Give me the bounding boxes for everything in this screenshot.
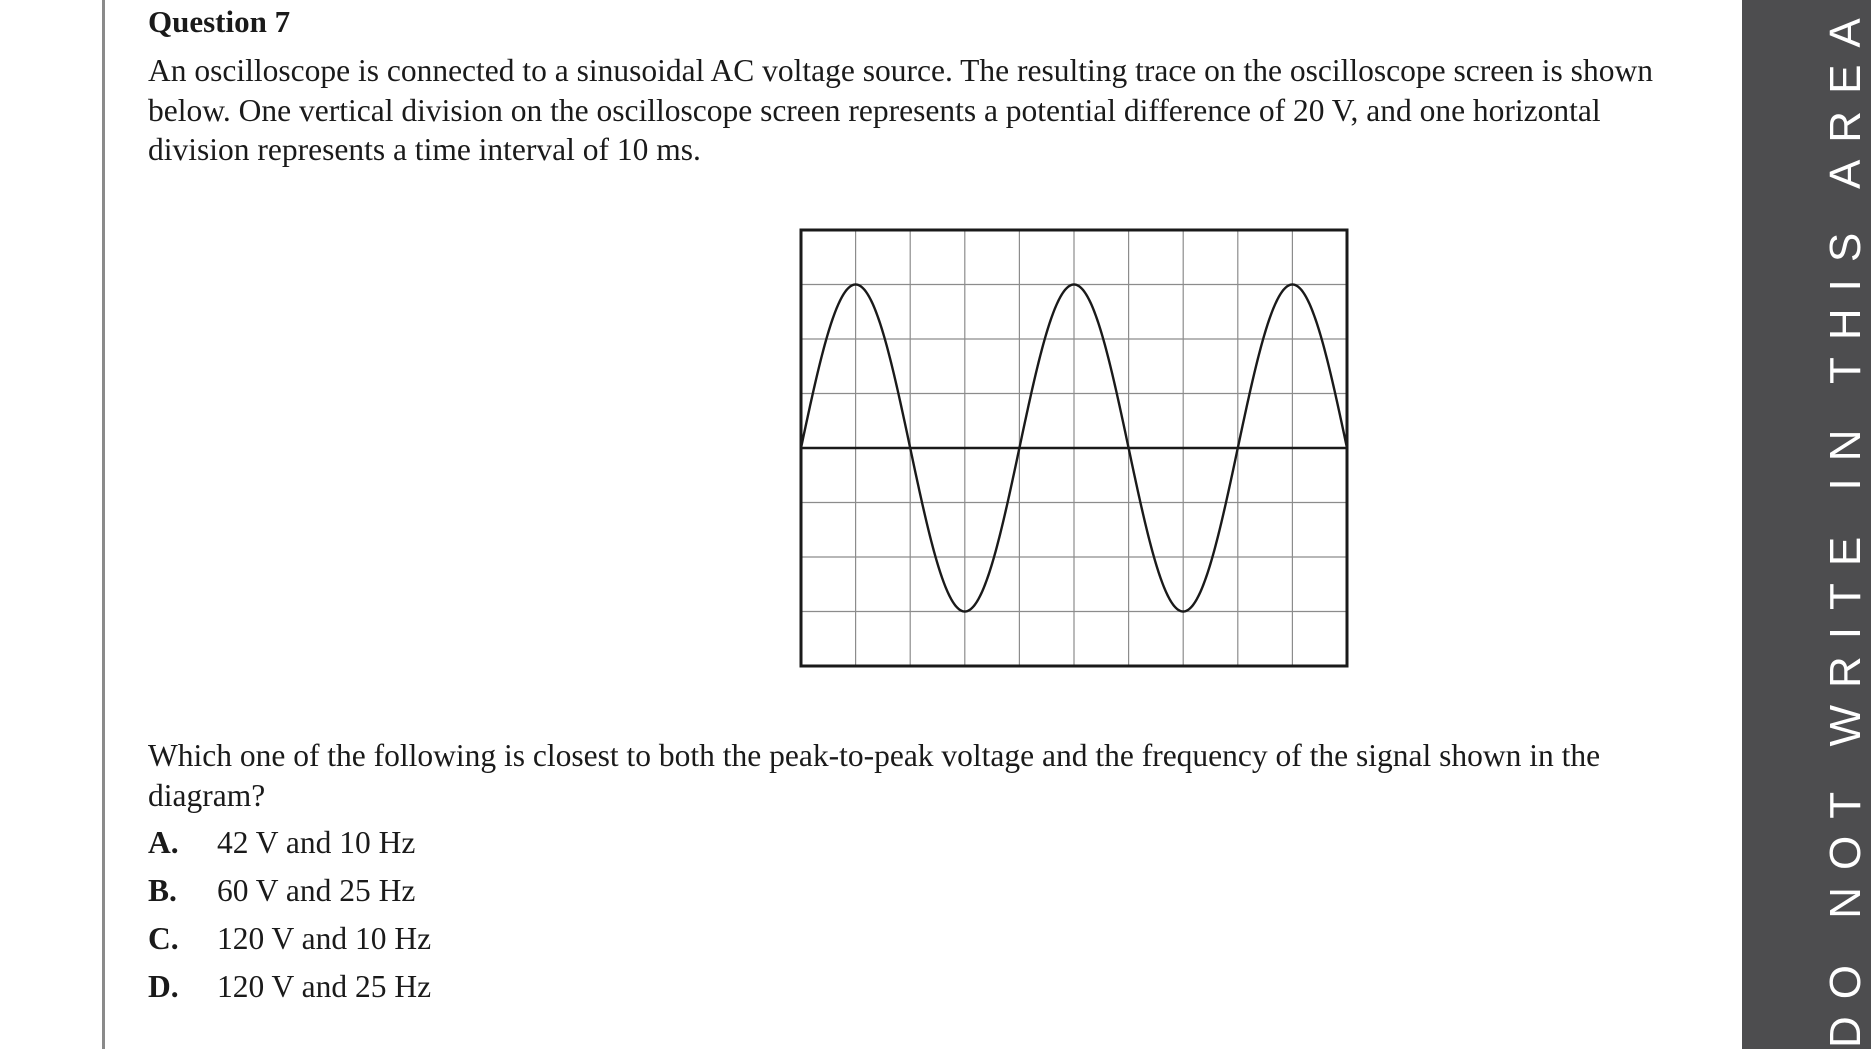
question-prompt: Which one of the following is closest to both the peak-to-peak voltage and the frequency of the signal shown in the diagram? <box>148 738 1601 813</box>
do-not-write-label: DO NOT WRITE IN THIS AREA <box>1821 1 1870 1048</box>
question-title: Question 7 <box>148 4 291 39</box>
option-text: 120 V and 25 Hz <box>217 969 432 1004</box>
do-not-write-band <box>1742 0 1871 1049</box>
option-text: 42 V and 10 Hz <box>217 825 416 860</box>
question-stem: An oscilloscope is connected to a sinusoidal AC voltage source. The resulting trace on the oscilloscope screen is shown below. One vertical division on the oscilloscope screen represents a potential difference of 20 V, and one horizontal division represents a time interval of 10 ms. <box>148 53 1653 167</box>
left-margin-rule <box>102 0 105 1049</box>
option-text: 60 V and 25 Hz <box>217 873 416 908</box>
option-letter: D. <box>148 969 179 1004</box>
option-letter: A. <box>148 825 179 860</box>
option-letter: C. <box>148 921 179 956</box>
option-text: 120 V and 10 Hz <box>217 921 432 956</box>
option-letter: B. <box>148 873 177 908</box>
oscilloscope-screen <box>799 228 1349 668</box>
oscilloscope-trace-diagram <box>799 228 1349 668</box>
